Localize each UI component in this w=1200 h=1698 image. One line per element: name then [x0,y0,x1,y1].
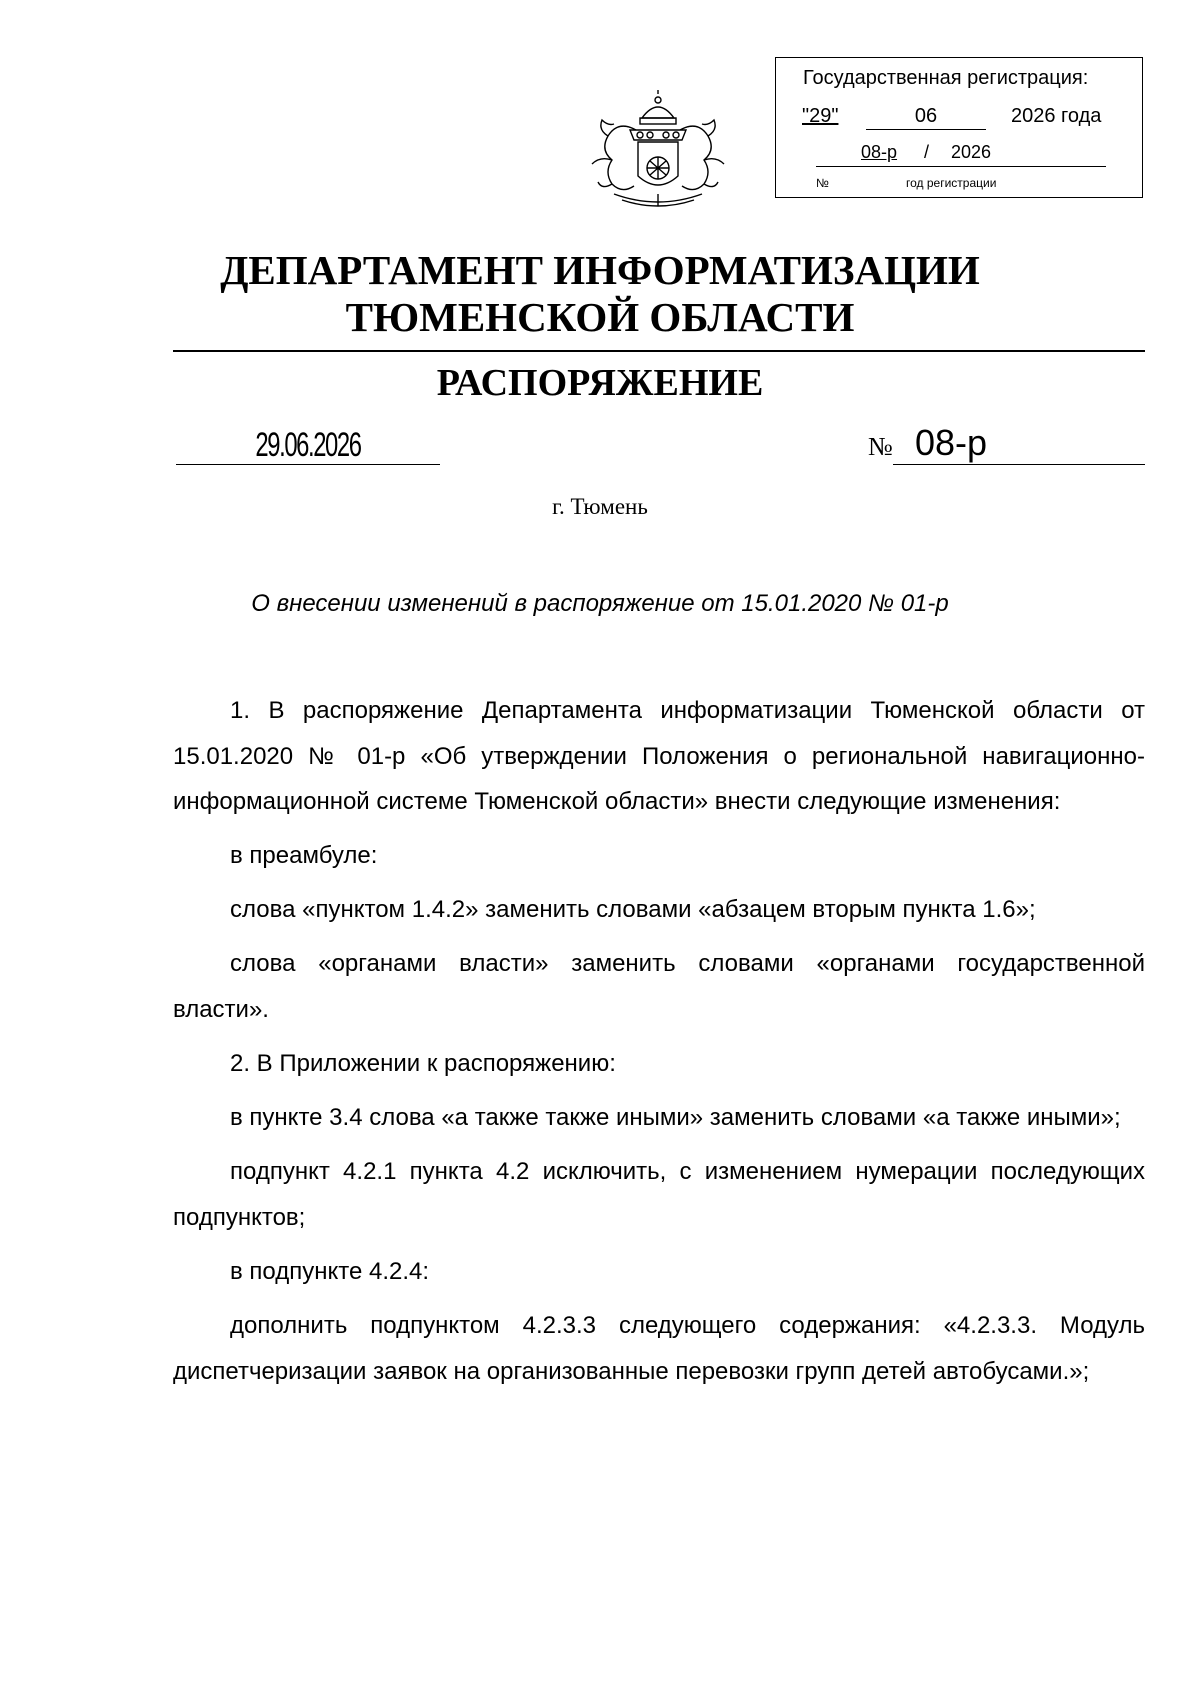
body-paragraph-9: дополнить подпунктом 4.2.3.3 следующего содержания: «4.2.3.3. Модуль диспетчеризации заявок на организованные перевозки групп детей автобусами.»; [173,1312,1145,1385]
document-type-title: РАСПОРЯЖЕНИЕ [436,362,764,404]
body-paragraph-6: в пункте 3.4 слова «а также также иными» заменить словами «а также иными»; [230,1104,1121,1132]
body-paragraph-8: в подпункте 4.2.4: [230,1258,430,1286]
body-paragraph-3: слова «пунктом 1.4.2» заменить словами «абзацем вторым пункта 1.6»; [230,896,1036,924]
document-number-sign: № [868,432,893,461]
coat-of-arms-emblem [578,90,738,214]
body-paragraph-5: 2. В Приложении к распоряжению: [230,1050,616,1078]
document-subject: О внесении изменений в распоряжение от 15.01.2020 № 01-р [251,590,949,617]
body-paragraph-2: в преамбуле: [230,842,378,870]
department-name-line1: ДЕПАРТАМЕНТ ИНФОРМАТИЗАЦИИ [220,247,980,293]
body-paragraph-1: 1. В распоряжение Департамента информатизации Тюменской области от 15.01.2020 № 01-р «Об утверждении Положения о региональной навигационно-информационной системе Тюменской области» внести следующие изменения: [173,697,1145,816]
document-number-field [893,422,1145,465]
registration-day: "29" [802,105,839,127]
city-name: г. Тюмень [552,494,648,519]
document-date-field [176,426,440,465]
department-name-line2: ТЮМЕНСКОЙ ОБЛАСТИ [345,294,855,340]
registration-slash: / [924,142,930,162]
document-number: 08-р [915,422,988,463]
body-paragraph-4: слова «органами власти» заменить словами «органами государственной власти». [173,950,1145,1024]
document-date: 29.06.2026 [255,426,361,464]
registration-reg-year: 2026 [951,142,992,162]
registration-number: 08-р [861,142,898,162]
registration-caption-number: № [816,176,829,190]
registration-number-line [816,142,1106,167]
state-registration-box [775,57,1143,198]
registration-year: 2026 года [1011,105,1102,127]
registration-caption-year: год регистрации [906,176,997,190]
header-divider [173,350,1145,352]
registration-title: Государственная регистрация: [803,67,1089,89]
registration-month: 06 [866,105,986,130]
document-body [173,688,1145,1403]
body-paragraph-7: подпункт 4.2.1 пункта 4.2 исключить, с изменением нумерации последующих подпунктов; [173,1158,1145,1231]
